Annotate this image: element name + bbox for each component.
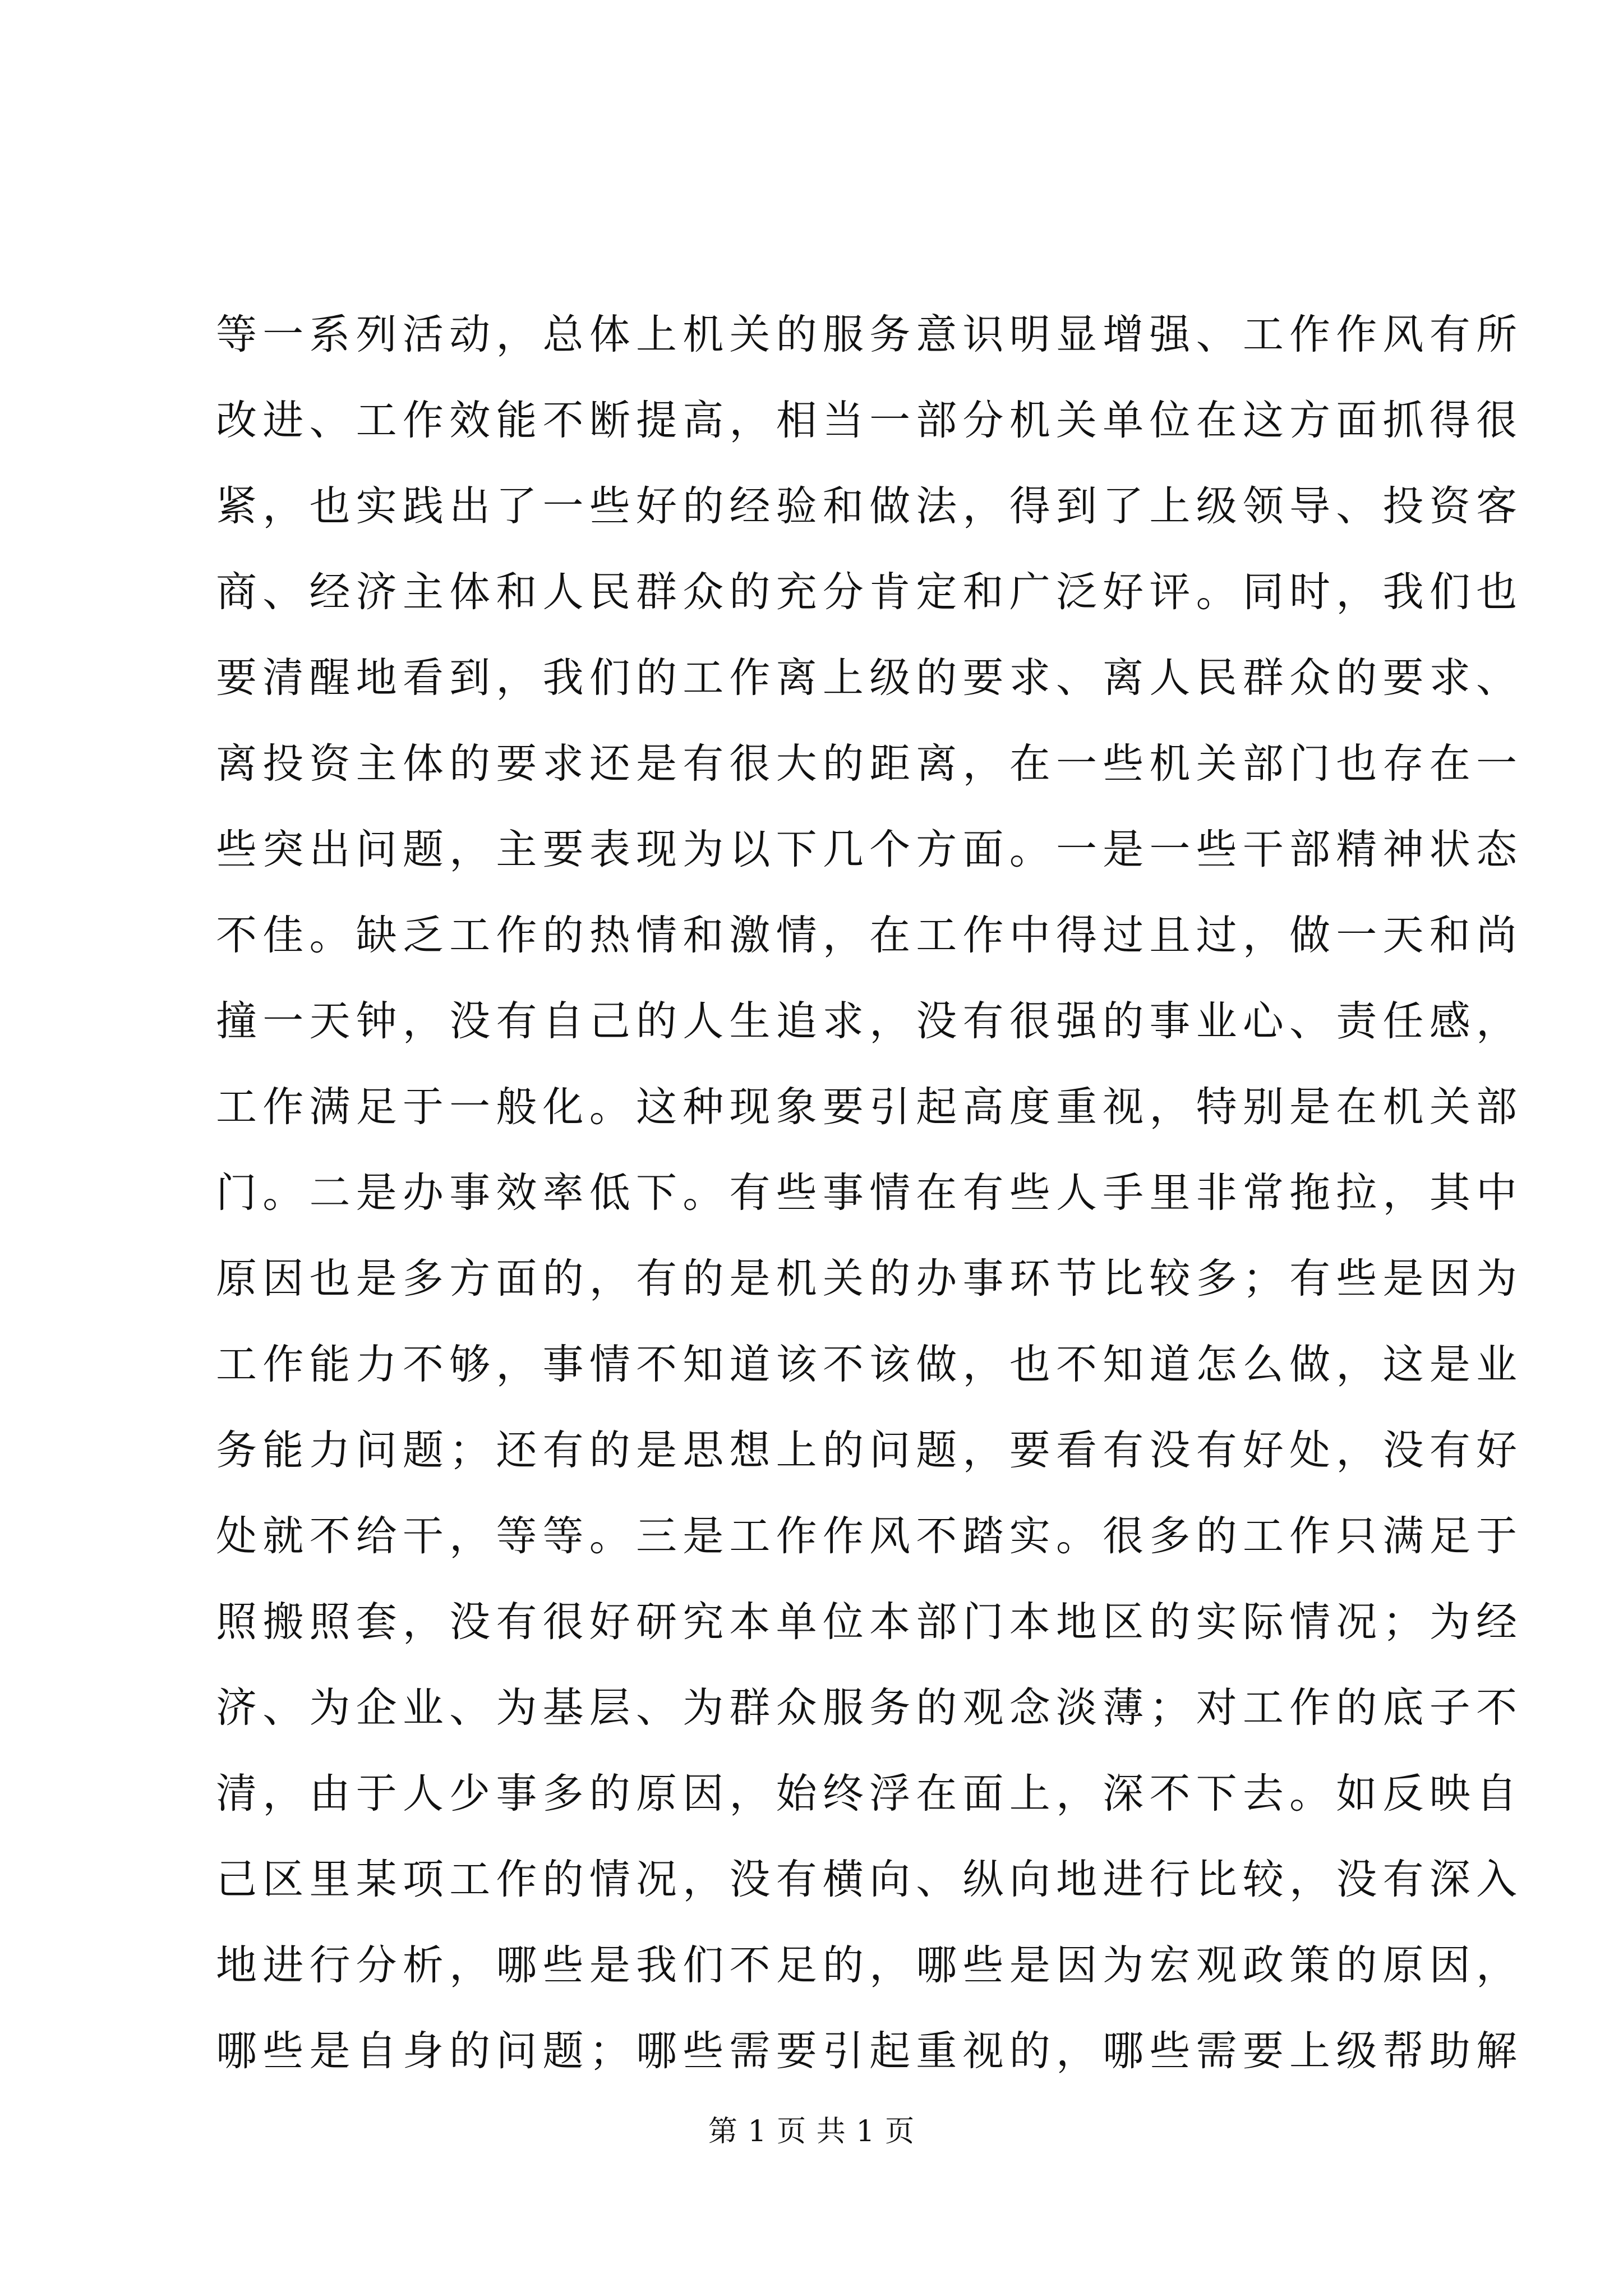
text-line: 紧，也实践出了一些好的经验和做法，得到了上级领导、投资客 — [216, 482, 1523, 530]
text-line: 哪些是自身的问题；哪些需要引起重视的，哪些需要上级帮助解 — [216, 2027, 1523, 2075]
text-line: 照搬照套，没有很好研究本单位本部门本地区的实际情况；为经 — [216, 1598, 1523, 1646]
text-line: 商、经济主体和人民群众的充分肯定和广泛好评。同时，我们也 — [216, 568, 1523, 616]
text-line: 不佳。缺乏工作的热情和激情，在工作中得过且过，做一天和尚 — [216, 912, 1523, 959]
text-line: 门。二是办事效率低下。有些事情在有些人手里非常拖拉，其中 — [216, 1169, 1523, 1217]
text-line: 务能力问题；还有的是思想上的问题，要看有没有好处，没有好 — [216, 1427, 1523, 1474]
text-line: 地进行分析，哪些是我们不足的，哪些是因为宏观政策的原因， — [216, 1941, 1523, 1989]
text-line: 工作能力不够，事情不知道该不该做，也不知道怎么做，这是业 — [216, 1341, 1523, 1388]
text-line: 清，由于人少事多的原因，始终浮在面上，深不下去。如反映自 — [216, 1770, 1523, 1818]
text-line: 原因也是多方面的，有的是机关的办事环节比较多；有些是因为 — [216, 1255, 1523, 1303]
text-line: 离投资主体的要求还是有很大的距离，在一些机关部门也存在一 — [216, 740, 1523, 788]
text-line: 己区里某项工作的情况，没有横向、纵向地进行比较，没有深入 — [216, 1856, 1523, 1903]
text-line: 撞一天钟，没有自己的人生追求，没有很强的事业心、责任感， — [216, 997, 1523, 1045]
text-line: 要清醒地看到，我们的工作离上级的要求、离人民群众的要求、 — [216, 654, 1523, 702]
page-number-footer: 第 1 页 共 1 页 — [708, 2115, 915, 2148]
text-line: 些突出问题，主要表现为以下几个方面。一是一些干部精神状态 — [216, 826, 1523, 873]
text-line: 工作满足于一般化。这种现象要引起高度重视，特别是在机关部 — [216, 1083, 1523, 1131]
text-line: 处就不给干，等等。三是工作作风不踏实。很多的工作只满足于 — [216, 1512, 1523, 1560]
text-line: 改进、工作效能不断提高，相当一部分机关单位在这方面抓得很 — [216, 397, 1523, 444]
text-line: 济、为企业、为基层、为群众服务的观念淡薄；对工作的底子不 — [216, 1684, 1523, 1732]
body-text — [216, 292, 1523, 2094]
text-line: 等一系列活动，总体上机关的服务意识明显增强、工作作风有所 — [216, 311, 1523, 358]
